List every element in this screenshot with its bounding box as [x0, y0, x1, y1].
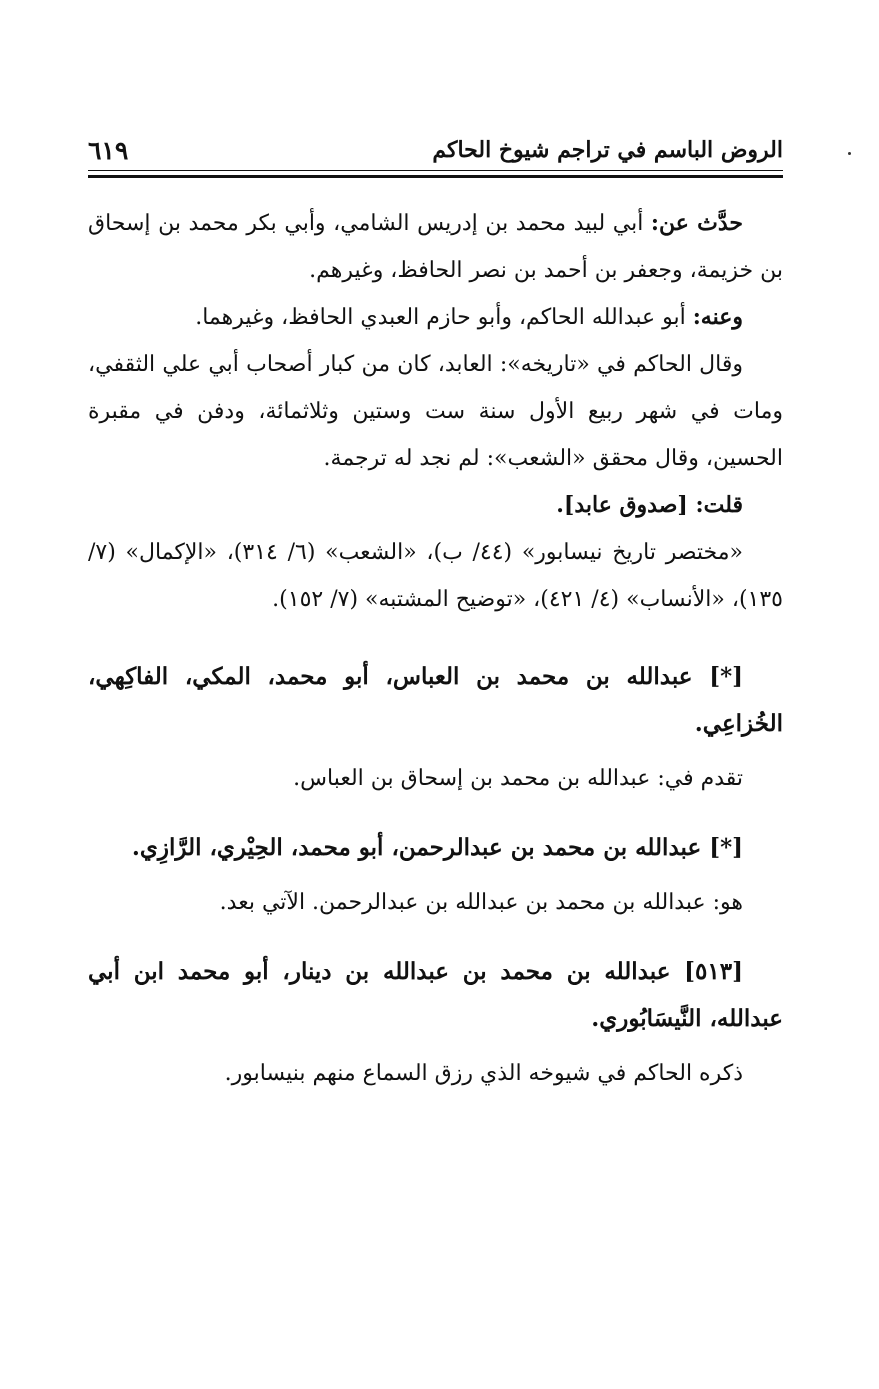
page-header: [88, 130, 783, 170]
entry-text: ذكره الحاكم في شيوخه الذي رزق السماع منهم بنيسابور.: [224, 1061, 743, 1086]
hakim-statement-paragraph: وقال الحاكم في «تاريخه»: العابد، كان من كبار أصحاب أبي علي الثقفي، ومات في شهر ربيع الأول سنة ست وستين وثلاثمائة، ودفن في مقبرة الحسين، وقال محقق «الشعب»: لم نجد له ترجمة.: [88, 352, 783, 471]
verdict-text: [صدوق عابد].: [556, 492, 696, 518]
entry-heading: [*] عبدالله بن محمد بن عبدالرحمن، أبو محمد، الحِيْري، الرَّازِي.: [131, 834, 743, 861]
scan-speck: [848, 152, 851, 155]
entry-heading: [*] عبدالله بن محمد بن العباس، أبو محمد، المكي، الفاكِهي، الخُزاعِي.: [88, 663, 783, 737]
header-rule-thick: [88, 175, 783, 178]
entry-text: هو: عبدالله بن محمد بن عبدالله بن عبدالرحمن. الآتي بعد.: [219, 890, 743, 915]
students-label: وعنه:: [692, 304, 743, 330]
page-body: [88, 200, 783, 1097]
verdict-label: قلت:: [695, 492, 743, 518]
students-text: أبو عبدالله الحاكم، وأبو حازم العبدي الحافظ، وغيرهما.: [195, 305, 693, 330]
students-paragraph: [88, 294, 783, 341]
entry-text: تقدم في: عبدالله بن محمد بن إسحاق بن العباس.: [293, 766, 743, 791]
running-title: الروض الباسم في تراجم شيوخ الحاكم: [432, 137, 783, 163]
entry-heading: [٥١٣] عبدالله بن محمد بن عبدالله بن دينار، أبو محمد ابن أبي عبدالله، النَّيسَابُوري.: [88, 958, 783, 1032]
sources-paragraph: «مختصر تاريخ نيسابور» (٤٤/ ب)، «الشعب» (٦/ ٣١٤)، «الإكمال» (٧/ ١٣٥)، «الأنساب» (٤/ ٤٢١)، «توضيح المشتبه» (٧/ ١٥٢).: [88, 540, 783, 612]
header-rule-thin: [88, 170, 783, 171]
narrated-from-text: أبي لبيد محمد بن إدريس الشامي، وأبي بكر محمد بن إسحاق بن خزيمة، وجعفر بن أحمد بن نصر الحافظ، وغيرهم.: [88, 211, 783, 283]
verdict-paragraph: [88, 482, 783, 529]
narrated-from-paragraph: [88, 200, 783, 294]
page-number: ٦١٩: [88, 135, 129, 165]
narrated-from-label: حدَّث عن:: [650, 210, 744, 236]
